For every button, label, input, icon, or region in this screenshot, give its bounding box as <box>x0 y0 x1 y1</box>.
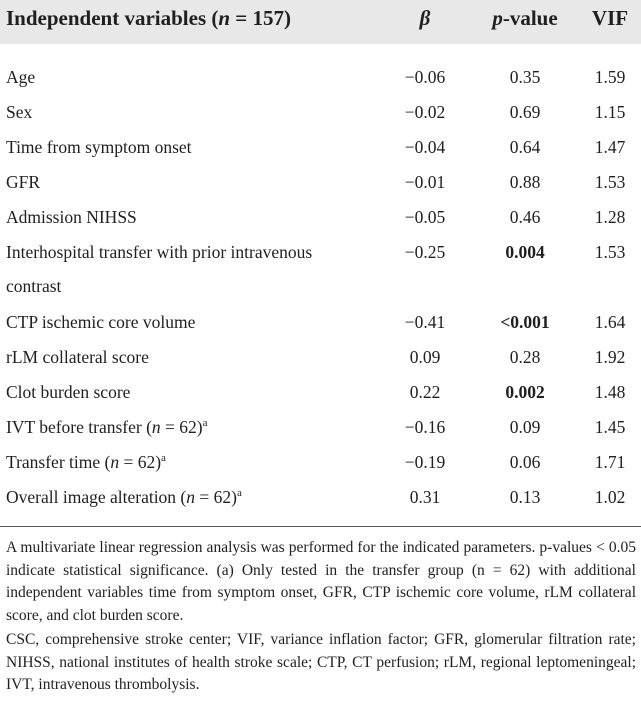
row-beta: 0.22 <box>409 382 441 402</box>
row-beta: −0.02 <box>404 102 446 122</box>
row-beta: −0.16 <box>404 417 446 437</box>
row-beta: −0.25 <box>404 242 446 262</box>
row-vif: 1.59 <box>594 67 626 87</box>
row-beta: −0.05 <box>404 207 446 227</box>
row-p-value: 0.69 <box>509 102 541 122</box>
row-p-value: 0.35 <box>509 67 541 87</box>
row-p-value: 0.46 <box>509 207 541 227</box>
row-variable: GFR <box>6 172 41 192</box>
row-vif: 1.15 <box>594 102 626 122</box>
row-variable: Sex <box>6 102 33 122</box>
row-p-value: 0.09 <box>509 417 541 437</box>
row-vif: 1.53 <box>594 172 626 192</box>
row-variable: CTP ischemic core volume <box>6 312 196 332</box>
row-variable: IVT before transfer (n = 62)$^a$ <box>6 417 208 437</box>
row-variable: Overall image alteration (n = 62)$^a$ <box>6 487 242 507</box>
row-variable: Transfer time (n = 62)$^a$ <box>6 452 166 472</box>
row-beta: −0.19 <box>404 452 446 472</box>
header-p-value: p-value <box>492 6 558 30</box>
header-variables: Independent variables (n = 157) <box>6 6 292 30</box>
row-vif: 1.71 <box>594 452 626 472</box>
row-vif: 1.47 <box>594 137 626 157</box>
row-vif: 1.92 <box>594 347 626 367</box>
row-variable: Admission NIHSS <box>6 207 137 227</box>
row-p-value: 0.13 <box>509 487 541 507</box>
row-beta: 0.09 <box>409 347 441 367</box>
row-vif: 1.45 <box>594 417 626 437</box>
table-header <box>0 0 641 44</box>
row-vif: 1.48 <box>594 382 626 402</box>
row-p-value: 0.06 <box>509 452 541 472</box>
row-p-value: 0.002 <box>505 382 545 402</box>
row-beta: 0.31 <box>409 487 441 507</box>
row-variable: Interhospital transfer with prior intravenous contrast <box>6 242 313 296</box>
row-variable: Clot burden score <box>6 382 131 402</box>
row-p-value: 0.88 <box>509 172 541 192</box>
row-p-value: 0.28 <box>509 347 541 367</box>
footnote-abbreviations: CSC, comprehensive stroke center; VIF, variance inflation factor; GFR, glomerular filtration rate; NIHSS, national institutes of health stroke scale; CTP, CT perfusion; rLM, regional leptomeningeal; IVT, intravenous thrombolysis. <box>6 631 636 693</box>
table-divider <box>0 526 641 527</box>
header-vif: VIF <box>591 6 629 30</box>
row-beta: −0.41 <box>404 312 446 332</box>
row-vif: 1.53 <box>594 242 626 262</box>
row-beta: −0.06 <box>404 67 446 87</box>
row-variable: Time from symptom onset <box>6 137 192 157</box>
row-p-value: 0.004 <box>505 242 545 262</box>
header-beta: β <box>419 6 431 30</box>
row-variable: rLM collateral score <box>6 347 149 367</box>
row-vif: 1.28 <box>594 207 626 227</box>
row-p-value: <0.001 <box>500 312 550 332</box>
row-beta: −0.01 <box>404 172 446 192</box>
row-vif: 1.02 <box>594 487 626 507</box>
row-p-value: 0.64 <box>509 137 541 157</box>
row-beta: −0.04 <box>404 137 446 157</box>
footnote-method: A multivariate linear regression analysis was performed for the indicated parameters. p-values < 0.05 indicate statistical significance. (a) Only tested in the transfer group (n = 62) with additional independent variables time from symptom onset, GFR, CTP ischemic core volume, rLM collateral score, and clot burden score. <box>6 539 636 624</box>
row-variable: Age <box>6 67 36 87</box>
row-vif: 1.64 <box>594 312 626 332</box>
